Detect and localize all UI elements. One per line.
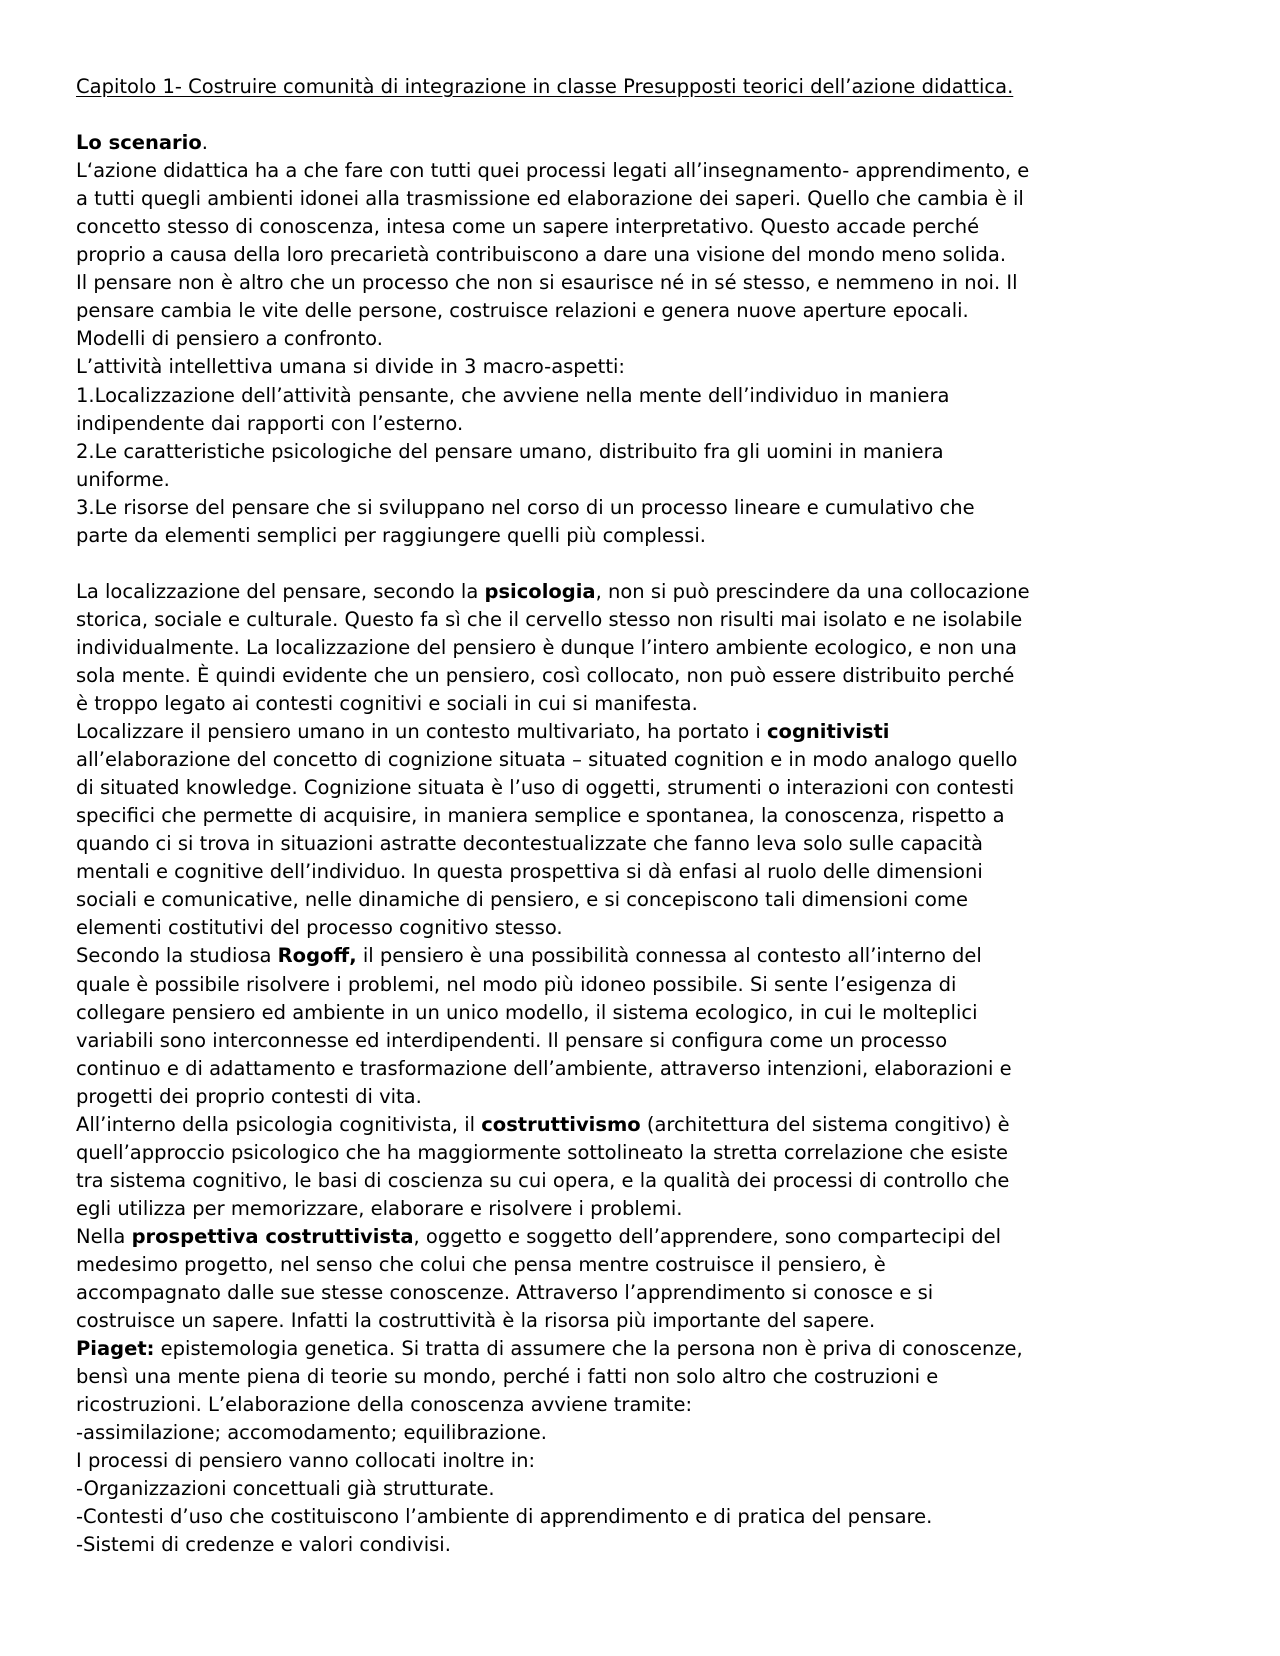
paragraph-line: quale è possibile risolvere i problemi, nel modo più idoneo possibile. Si sente l’esigenza di: [76, 972, 957, 996]
paragraph-line: costruisce un sapere. Infatti la costruttività è la risorsa più importante del sapere.: [76, 1309, 876, 1333]
chapter-title: Capitolo 1- Costruire comunità di integrazione in classe Presupposti teorici dell’azione didattica.: [76, 75, 1014, 98]
paragraph-line: L‘azione didattica ha a che fare con tutti quei processi legati all’insegnamento- apprendimento, e: [76, 159, 1030, 183]
paragraph-line: elementi costitutivi del processo cognitivo stesso.: [76, 916, 563, 940]
bold-term-rogoff: Rogoff,: [277, 944, 357, 968]
paragraph-line: L’attività intellettiva umana si divide in 3 macro-aspetti:: [76, 355, 625, 379]
paragraph-line: [76, 1111, 1220, 1139]
paragraph-line: sociali e comunicative, nelle dinamiche di pensiero, e si concepiscono tali dimensioni come: [76, 888, 968, 912]
paragraph-line: [76, 942, 1220, 970]
paragraph-line: accompagnato dalle sue stesse conoscenze. Attraverso l’apprendimento si conosce e si: [76, 1281, 934, 1305]
bold-term-cognitivisti: cognitivisti: [767, 720, 890, 744]
paragraph-line: ricostruzioni. L’elaborazione della conoscenza avviene tramite:: [76, 1393, 693, 1417]
text-run: epistemologia genetica. Si tratta di assumere che la persona non è priva di conoscenze,: [154, 1337, 1023, 1361]
paragraph-line: mentali e cognitive dell’individuo. In questa prospettiva si dà enfasi al ruolo delle dimensioni: [76, 860, 983, 884]
section-line: Modelli di pensiero a confronto.: [76, 327, 383, 351]
paragraph-line: di situated knowledge. Cognizione situata è l’uso di oggetti, strumenti o interazioni con contesti: [76, 776, 1015, 800]
paragraph-line: è troppo legato ai contesti cognitivi e sociali in cui si manifesta.: [76, 692, 698, 716]
list-item-line: -Contesti d’uso che costituiscono l’ambiente di apprendimento e di pratica del pensare.: [76, 1505, 933, 1529]
paragraph-line: [76, 1223, 1220, 1251]
list-item-line: 2.Le caratteristiche psicologiche del pensare umano, distribuito fra gli uomini in maniera: [76, 439, 944, 463]
blank-line: [76, 101, 1220, 129]
text-run: Nella: [76, 1224, 132, 1248]
paragraph-line: individualmente. La localizzazione del pensiero è dunque l’intero ambiente ecologico, e non una: [76, 635, 1017, 659]
paragraph-line: bensì una mente piena di teorie su mondo, perché i fatti non solo altro che costruzioni e: [76, 1365, 939, 1389]
paragraph-line: continuo e di adattamento e trasformazione dell’ambiente, attraverso intenzioni, elaborazioni e: [76, 1056, 1012, 1080]
blank-line: [76, 550, 1220, 578]
paragraph-line: tra sistema cognitivo, le basi di coscienza su cui opera, e la qualità dei processi di controllo che: [76, 1168, 1010, 1192]
text-run: Secondo la studiosa: [76, 944, 278, 968]
paragraph-line: pensare cambia le vite delle persone, costruisce relazioni e genera nuove aperture epocali.: [76, 299, 969, 323]
bold-term-prospettiva-costruttivista: prospettiva costruttivista: [131, 1224, 414, 1248]
list-item-line: indipendente dai rapporti con l’esterno.: [76, 411, 464, 435]
bold-term-costruttivismo: costruttivismo: [481, 1112, 641, 1136]
paragraph-line: I processi di pensiero vanno collocati inoltre in:: [76, 1449, 536, 1473]
paragraph-line: progetti dei proprio contesti di vita.: [76, 1084, 422, 1108]
paragraph-line: storica, sociale e culturale. Questo fa sì che il cervello stesso non risulti mai isolato e ne isolabile: [76, 607, 1023, 631]
text-run: Localizzare il pensiero umano in un contesto multivariato, ha portato i: [76, 720, 767, 744]
paragraph-line: concetto stesso di conoscenza, intesa come un sapere interpretativo. Questo accade perché: [76, 215, 980, 239]
bold-term-piaget: Piaget:: [76, 1337, 155, 1361]
list-item-line: uniforme.: [76, 467, 170, 491]
paragraph-line: a tutti quegli ambienti idonei alla trasmissione ed elaborazione dei saperi. Quello che cambia è il: [76, 187, 1024, 211]
paragraph-line: [76, 718, 1220, 746]
list-item-line: -Organizzazioni concettuali già strutturate.: [76, 1477, 495, 1501]
text-run: il pensiero è una possibilità connessa al contesto all’interno del: [356, 944, 982, 968]
paragraph-line: egli utilizza per memorizzare, elaborare e risolvere i problemi.: [76, 1196, 683, 1220]
paragraph-line: all’elaborazione del concetto di cognizione situata – situated cognition e in modo analogo quello: [76, 748, 1018, 772]
list-item-line: -assimilazione; accomodamento; equilibrazione.: [76, 1421, 547, 1445]
text-run: (architettura del sistema congitivo) è: [640, 1112, 1010, 1136]
paragraph-line: specifici che permette di acquisire, in maniera semplice e spontanea, la conoscenza, rispetto a: [76, 804, 1005, 828]
paragraph-line: [76, 578, 1220, 606]
paragraph-line: proprio a causa della loro precarietà contribuiscono a dare una visione del mondo meno solida.: [76, 243, 1007, 267]
paragraph-line: sola mente. È quindi evidente che un pensiero, così collocato, non può essere distribuito perché: [76, 663, 1015, 687]
scenario-heading: Lo scenario: [76, 131, 202, 155]
paragraph-line: [76, 1335, 1220, 1363]
bold-term-psicologia: psicologia: [484, 579, 596, 603]
list-item-line: parte da elementi semplici per raggiungere quelli più complessi.: [76, 523, 706, 547]
text-run: , non si può prescindere da una collocazione: [595, 579, 1030, 603]
text-run: All’interno della psicologia cognitivista, il: [76, 1112, 482, 1136]
text-run: , oggetto e soggetto dell’apprendere, sono compartecipi del: [413, 1224, 1002, 1248]
list-item-line: 1.Localizzazione dell’attività pensante, che avviene nella mente dell’individuo in maniera: [76, 383, 950, 407]
list-item-line: 3.Le risorse del pensare che si sviluppano nel corso di un processo lineare e cumulativo che: [76, 495, 975, 519]
list-item-line: -Sistemi di credenze e valori condivisi.: [76, 1533, 451, 1557]
paragraph-line: variabili sono interconnesse ed interdipendenti. Il pensare si configura come un processo: [76, 1028, 948, 1052]
text-run: La localizzazione del pensare, secondo la: [76, 579, 485, 603]
paragraph-line: medesimo progetto, nel senso che colui che pensa mentre costruisce il pensiero, è: [76, 1252, 886, 1276]
paragraph-line: quando ci si trova in situazioni astratte decontestualizzate che fanno leva solo sulle capacità: [76, 832, 983, 856]
paragraph-line: Il pensare non è altro che un processo che non si esaurisce né in sé stesso, e nemmeno in noi. Il: [76, 271, 1018, 295]
paragraph-line: quell’approccio psicologico che ha maggiormente sottolineato la stretta correlazione che esiste: [76, 1140, 1008, 1164]
paragraph-line: collegare pensiero ed ambiente in un unico modello, il sistema ecologico, in cui le molteplici: [76, 1000, 978, 1024]
scenario-heading-line: [76, 129, 1220, 157]
scenario-heading-period: .: [201, 131, 208, 155]
